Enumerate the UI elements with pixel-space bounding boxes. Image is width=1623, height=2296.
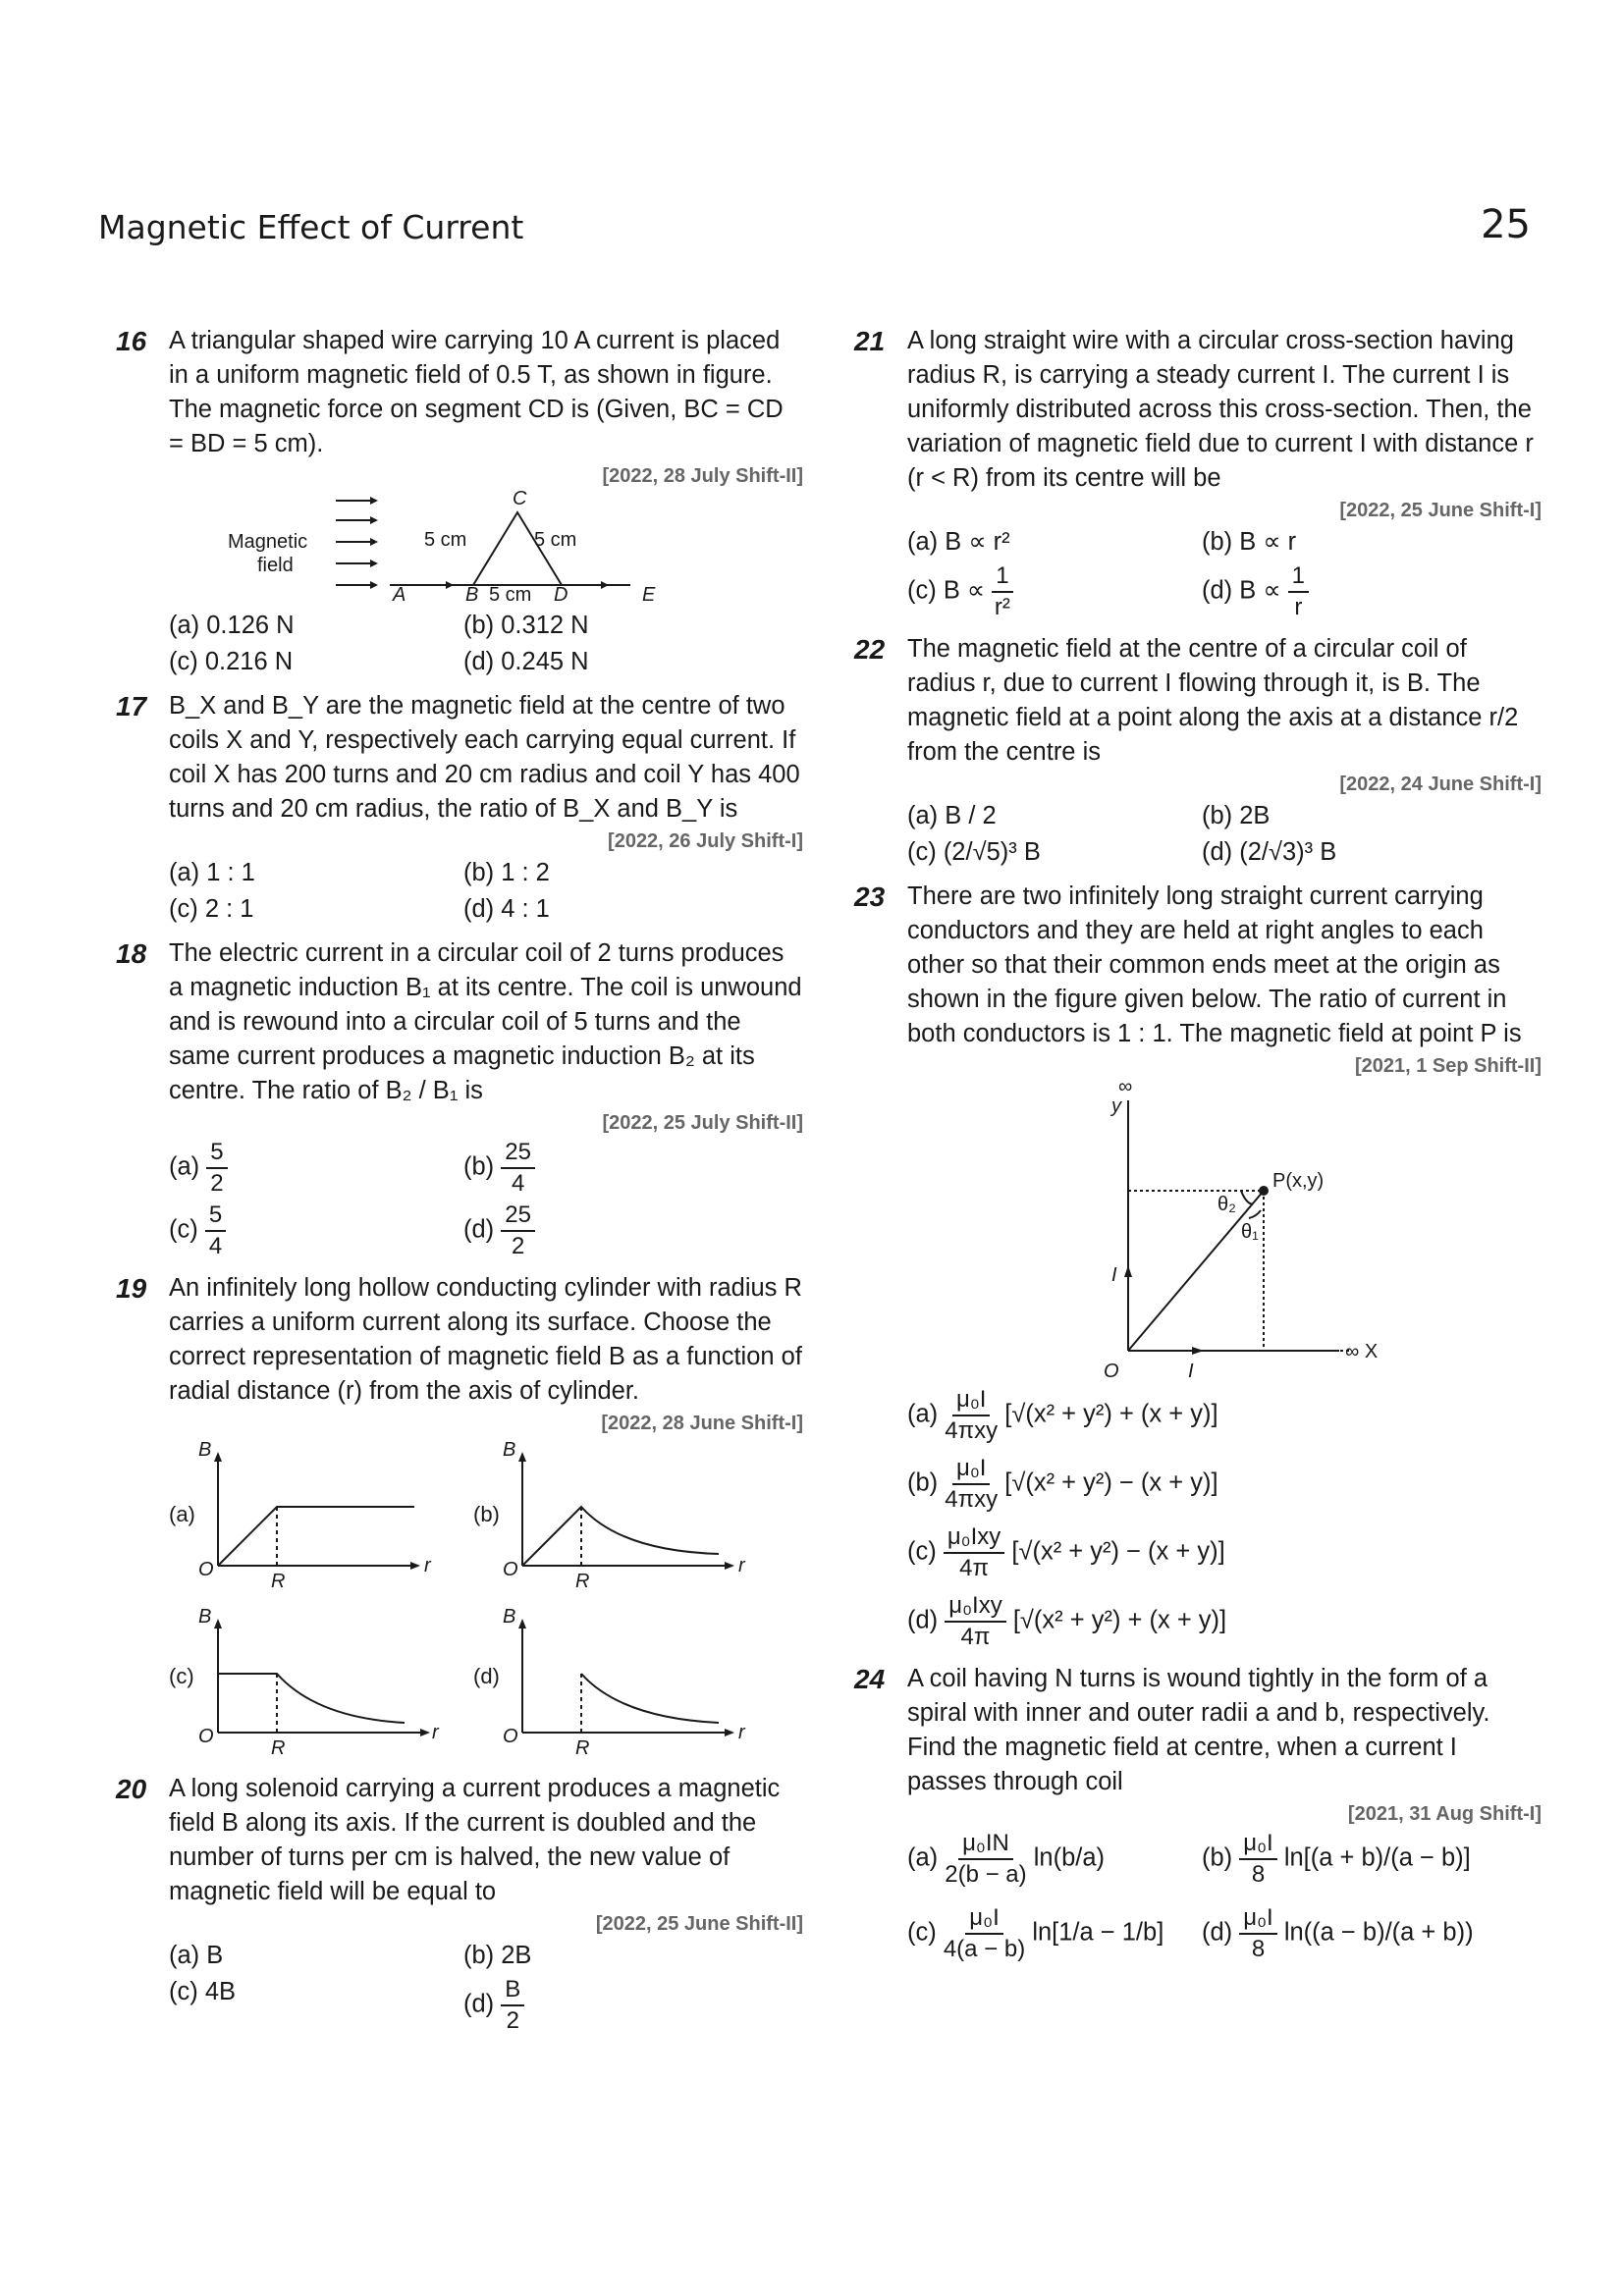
question-text: An infinitely long hollow conducting cylinder with radius R carries a uniform current along its surface. Choose the correct representation of magnetic field B as a function of radial distance (r) from the axis of cylinder.: [169, 1274, 802, 1405]
denominator: r²: [994, 594, 1010, 620]
question-16: [116, 324, 803, 679]
options-grid: [907, 1829, 1542, 1964]
option-a: (a) B / 2: [907, 802, 997, 829]
options-grid: [169, 1138, 803, 1261]
denominator: 2(b − a): [945, 1861, 1027, 1888]
option-c: (c) 0.216 N: [169, 648, 294, 675]
option-b: (b) 2B: [1202, 802, 1271, 829]
option-d: [463, 1201, 758, 1261]
question-text: A long solenoid carrying a current produces a magnetic field B along its axis. If the current is doubled and the number of turns per cm is halved, the new value of magnetic field will be equal to: [169, 1775, 781, 1905]
question-number: 18: [116, 938, 147, 969]
numerator: μ₀Ixy: [944, 1522, 1004, 1554]
denominator: 2: [506, 2007, 519, 2034]
point-p: P(x,y): [1272, 1170, 1325, 1192]
options-grid: [907, 799, 1542, 870]
option-label: (a): [907, 1400, 939, 1428]
fraction: [206, 1138, 227, 1199]
numerator: 5: [206, 1138, 227, 1169]
option-c: (c) (2/√5)³ B: [907, 838, 1041, 866]
option-a: (a) B ∝ r²: [907, 528, 1010, 556]
option-label: (a): [169, 1152, 200, 1181]
exam-tag: [2021, 1 Sep Shift-II]: [1354, 1055, 1542, 1077]
option-label: (b): [907, 1468, 939, 1497]
option-c: (c) 4B: [169, 1978, 237, 2005]
axis-r: r: [432, 1722, 439, 1743]
right-column: [854, 324, 1542, 1974]
denominator: 2: [511, 1233, 525, 1259]
option-label: (b): [1202, 1843, 1233, 1872]
option-c: (c) 2 : 1: [169, 895, 254, 923]
origin: O: [198, 1726, 214, 1747]
fraction: [944, 1522, 1004, 1583]
option-b: (b) B ∝ r: [1202, 528, 1297, 556]
question-text: B_X and B_Y are the magnetic field at the centre of two coils X and Y, respectively each carrying equal current. If coil X has 200 turns and 20 cm radius and coil Y has 400 turns and 20 cm radius, the ratio of B_X and B_Y is: [169, 692, 800, 823]
fig-point-a: A: [393, 584, 406, 606]
infinity-top: ∞: [1118, 1081, 1133, 1097]
options-grid: [907, 525, 1542, 622]
expression: ln((a − b)/(a + b)): [1283, 1918, 1474, 1947]
expression: [√(x² + y²) − (x + y)]: [1011, 1537, 1225, 1566]
question-21: [854, 324, 1542, 622]
axis-r: r: [738, 1722, 745, 1743]
radius-r: R: [575, 1737, 590, 1759]
question-20: [116, 1772, 803, 2036]
radius-r: R: [271, 1737, 286, 1759]
question-18: [116, 936, 803, 1261]
origin: O: [503, 1559, 518, 1580]
axis-b: B: [198, 1606, 212, 1628]
expression: ln[(a + b)/(a − b)]: [1283, 1843, 1471, 1872]
option-a: [907, 1385, 1542, 1446]
exam-tag: [2022, 25 June Shift-I]: [1339, 500, 1542, 521]
page-title: Magnetic Effect of Current: [98, 208, 524, 246]
question-number: 19: [116, 1273, 147, 1304]
numerator: μ₀I: [1239, 1903, 1276, 1935]
graph-label-c: (c): [169, 1664, 194, 1688]
radius-r: R: [575, 1571, 590, 1592]
option-d: (d) (2/√3)³ B: [1202, 838, 1337, 866]
expression: [√(x² + y²) + (x + y)]: [1004, 1400, 1218, 1428]
numerator: B: [501, 1975, 524, 2006]
numerator: μ₀I: [952, 1385, 990, 1416]
option-label: (d): [1202, 1918, 1233, 1947]
origin: O: [503, 1726, 518, 1747]
exam-tag: [2022, 25 June Shift-II]: [595, 1913, 803, 1935]
option-label: (a): [907, 1843, 939, 1872]
option-label: (d): [463, 1990, 495, 2018]
option-label: (c): [907, 1537, 937, 1566]
question-23: [854, 880, 1542, 1652]
fraction: [1288, 561, 1309, 622]
question-19: [116, 1271, 803, 1762]
graph-label-a: (a): [169, 1502, 195, 1526]
question-24: [854, 1662, 1542, 1964]
numerator: μ₀I: [1239, 1829, 1276, 1860]
option-d: [1202, 561, 1496, 622]
option-a: (a) 1 : 1: [169, 859, 255, 886]
numerator: μ₀Ixy: [945, 1591, 1005, 1623]
fig-side-cd: 5 cm: [534, 529, 577, 551]
axis-y: y: [1111, 1095, 1121, 1117]
option-label: (c): [907, 1918, 937, 1947]
fraction: [945, 1829, 1026, 1890]
exam-tag: [2022, 26 July Shift-I]: [608, 830, 803, 852]
fraction: [945, 1454, 998, 1515]
option-c: [169, 1201, 463, 1261]
denominator: 4: [511, 1170, 525, 1197]
option-b: [907, 1454, 1542, 1515]
option-d: (d) 4 : 1: [463, 895, 550, 923]
numerator: μ₀IN: [958, 1829, 1013, 1860]
fig-label-field: field: [257, 555, 294, 576]
denominator: 8: [1251, 1861, 1266, 1888]
option-b: (b) 2B: [463, 1942, 532, 1969]
expression: ln(b/a): [1033, 1843, 1106, 1872]
option-a: [907, 1829, 1202, 1890]
option-b: [1202, 1829, 1496, 1890]
denominator: 4: [208, 1233, 223, 1259]
option-a: [169, 1138, 463, 1199]
question-text: A triangular shaped wire carrying 10 A current is placed in a uniform magnetic field of 0.5 T, as shown in figure. The magnetic force on segment CD is (Given, BC = CD = BD = 5 cm).: [169, 327, 784, 457]
fig-point-b: B: [465, 584, 479, 606]
graph-label-d: (d): [473, 1664, 500, 1688]
question-text: A long straight wire with a circular cross-section having radius R, is carrying a steady current I. The current I is uniformly distributed across this cross-section. Then, the variation of magnetic field due to current I with distance r (r < R) from its centre will be: [907, 327, 1534, 492]
numerator: 25: [501, 1138, 535, 1169]
option-c: [907, 1522, 1542, 1583]
question-17: [116, 689, 803, 927]
fig-point-e: E: [642, 584, 656, 606]
option-a: (a) B: [169, 1942, 224, 1969]
axis-r: r: [424, 1555, 431, 1576]
option-d: [463, 1975, 758, 2036]
numerator: μ₀I: [952, 1454, 990, 1485]
fraction: [1239, 1829, 1276, 1890]
triangle-wire-figure: [169, 491, 719, 609]
fraction: [945, 1385, 998, 1446]
option-a: (a) 0.126 N: [169, 612, 295, 639]
fig-point-d: D: [554, 584, 568, 606]
denominator: r: [1294, 594, 1303, 620]
option-b: (b) 1 : 2: [463, 859, 550, 886]
denominator: 4π: [959, 1555, 990, 1581]
question-text: A coil having N turns is wound tightly in the form of a spiral with inner and outer radii a and b, respectively. Find the magnetic field at centre, when a current I passes through coil: [907, 1665, 1490, 1795]
origin: O: [198, 1559, 214, 1580]
fraction: [945, 1591, 1005, 1652]
denominator: 4(a − b): [943, 1936, 1026, 1962]
question-text: The magnetic field at the centre of a circular coil of radius r, due to current I flowing through it, is B. The magnetic field at a point along the axis at a distance r/2 from the centre is: [907, 635, 1519, 766]
axis-b: B: [198, 1439, 212, 1461]
fraction: [205, 1201, 226, 1261]
option-label: (d): [907, 1606, 939, 1634]
graph-label-b: (b): [473, 1502, 500, 1526]
current-horizontal: I: [1188, 1361, 1194, 1382]
page-number: 25: [1481, 202, 1531, 247]
question-text: There are two infinitely long straight current carrying conductors and they are held at right angles to each other so that their common ends meet at the origin as shown in the figure given below. The ratio of current in both conductors is 1 : 1. The magnetic field at point P is: [907, 882, 1522, 1047]
numerator: μ₀I: [965, 1903, 1002, 1935]
left-column: [116, 324, 803, 2046]
question-number: 24: [854, 1664, 886, 1694]
option-d: (d) 0.245 N: [463, 648, 589, 675]
option-d: [1202, 1903, 1496, 1964]
fraction: [992, 561, 1012, 622]
option-b: (b) 0.312 N: [463, 612, 589, 639]
axis-b: B: [503, 1439, 516, 1461]
radius-r: R: [271, 1571, 286, 1592]
denominator: 2: [210, 1170, 224, 1197]
exam-tag: [2022, 24 June Shift-I]: [1339, 774, 1542, 795]
angle-theta1: θ₁: [1241, 1221, 1259, 1243]
question-22: [854, 632, 1542, 870]
axis-b: B: [503, 1606, 516, 1628]
numerator: 5: [205, 1201, 226, 1232]
origin: O: [1104, 1361, 1119, 1382]
conductors-figure: [907, 1081, 1536, 1385]
denominator: 4πxy: [945, 1417, 999, 1444]
question-number: 21: [854, 326, 886, 356]
fraction: [1239, 1903, 1276, 1964]
field-graphs-figure: [169, 1438, 797, 1762]
fraction: [501, 1975, 524, 2036]
option-label: (c) B ∝: [907, 576, 986, 605]
exam-tag: [2022, 28 June Shift-I]: [601, 1413, 803, 1434]
fraction: [501, 1201, 535, 1261]
numerator: 25: [501, 1201, 535, 1232]
expression: [√(x² + y²) − (x + y)]: [1004, 1468, 1218, 1497]
denominator: 4πxy: [945, 1486, 999, 1513]
option-label: (b): [463, 1152, 495, 1181]
options-list: [907, 1385, 1542, 1652]
denominator: 4π: [960, 1624, 991, 1650]
expression: [√(x² + y²) + (x + y)]: [1012, 1606, 1227, 1634]
current-vertical: I: [1111, 1264, 1117, 1286]
option-c: [907, 561, 1202, 622]
fig-point-c: C: [513, 491, 527, 509]
option-label: (d) B ∝: [1202, 576, 1281, 605]
question-number: 17: [116, 691, 147, 721]
exam-tag: [2022, 28 July Shift-II]: [602, 465, 803, 487]
question-number: 20: [116, 1774, 147, 1804]
question-number: 16: [116, 326, 147, 356]
numerator: 1: [992, 561, 1012, 593]
infinity-x: ∞ X: [1345, 1341, 1379, 1362]
expression: ln[1/a − 1/b]: [1032, 1918, 1164, 1947]
question-number: 22: [854, 634, 886, 665]
question-number: 23: [854, 881, 886, 912]
option-label: (c): [169, 1215, 198, 1244]
angle-theta2: θ₂: [1217, 1194, 1236, 1215]
option-c: [907, 1903, 1202, 1964]
option-d: [907, 1591, 1542, 1652]
question-text: The electric current in a circular coil of 2 turns produces a magnetic induction B₁ at its centre. The coil is unwound and is rewound into a circular coil of 5 turns and the same current produces a magnetic induction B₂ at its centre. The ratio of B₂ / B₁ is: [169, 939, 802, 1104]
fig-side-bd: 5 cm: [489, 584, 532, 606]
exam-tag: [2022, 25 July Shift-II]: [602, 1112, 803, 1134]
options-grid: [169, 856, 803, 927]
exam-tag: [2021, 31 Aug Shift-I]: [1347, 1803, 1542, 1825]
options-grid: [169, 1939, 803, 2036]
options-grid: [169, 609, 803, 679]
fig-label-magnetic: Magnetic: [228, 531, 308, 553]
option-label: (d): [463, 1215, 495, 1244]
option-b: [463, 1138, 758, 1199]
fig-side-bc: 5 cm: [424, 529, 467, 551]
numerator: 1: [1288, 561, 1309, 593]
denominator: 8: [1251, 1936, 1266, 1962]
axis-r: r: [738, 1555, 745, 1576]
fraction: [944, 1903, 1025, 1964]
fraction: [501, 1138, 535, 1199]
